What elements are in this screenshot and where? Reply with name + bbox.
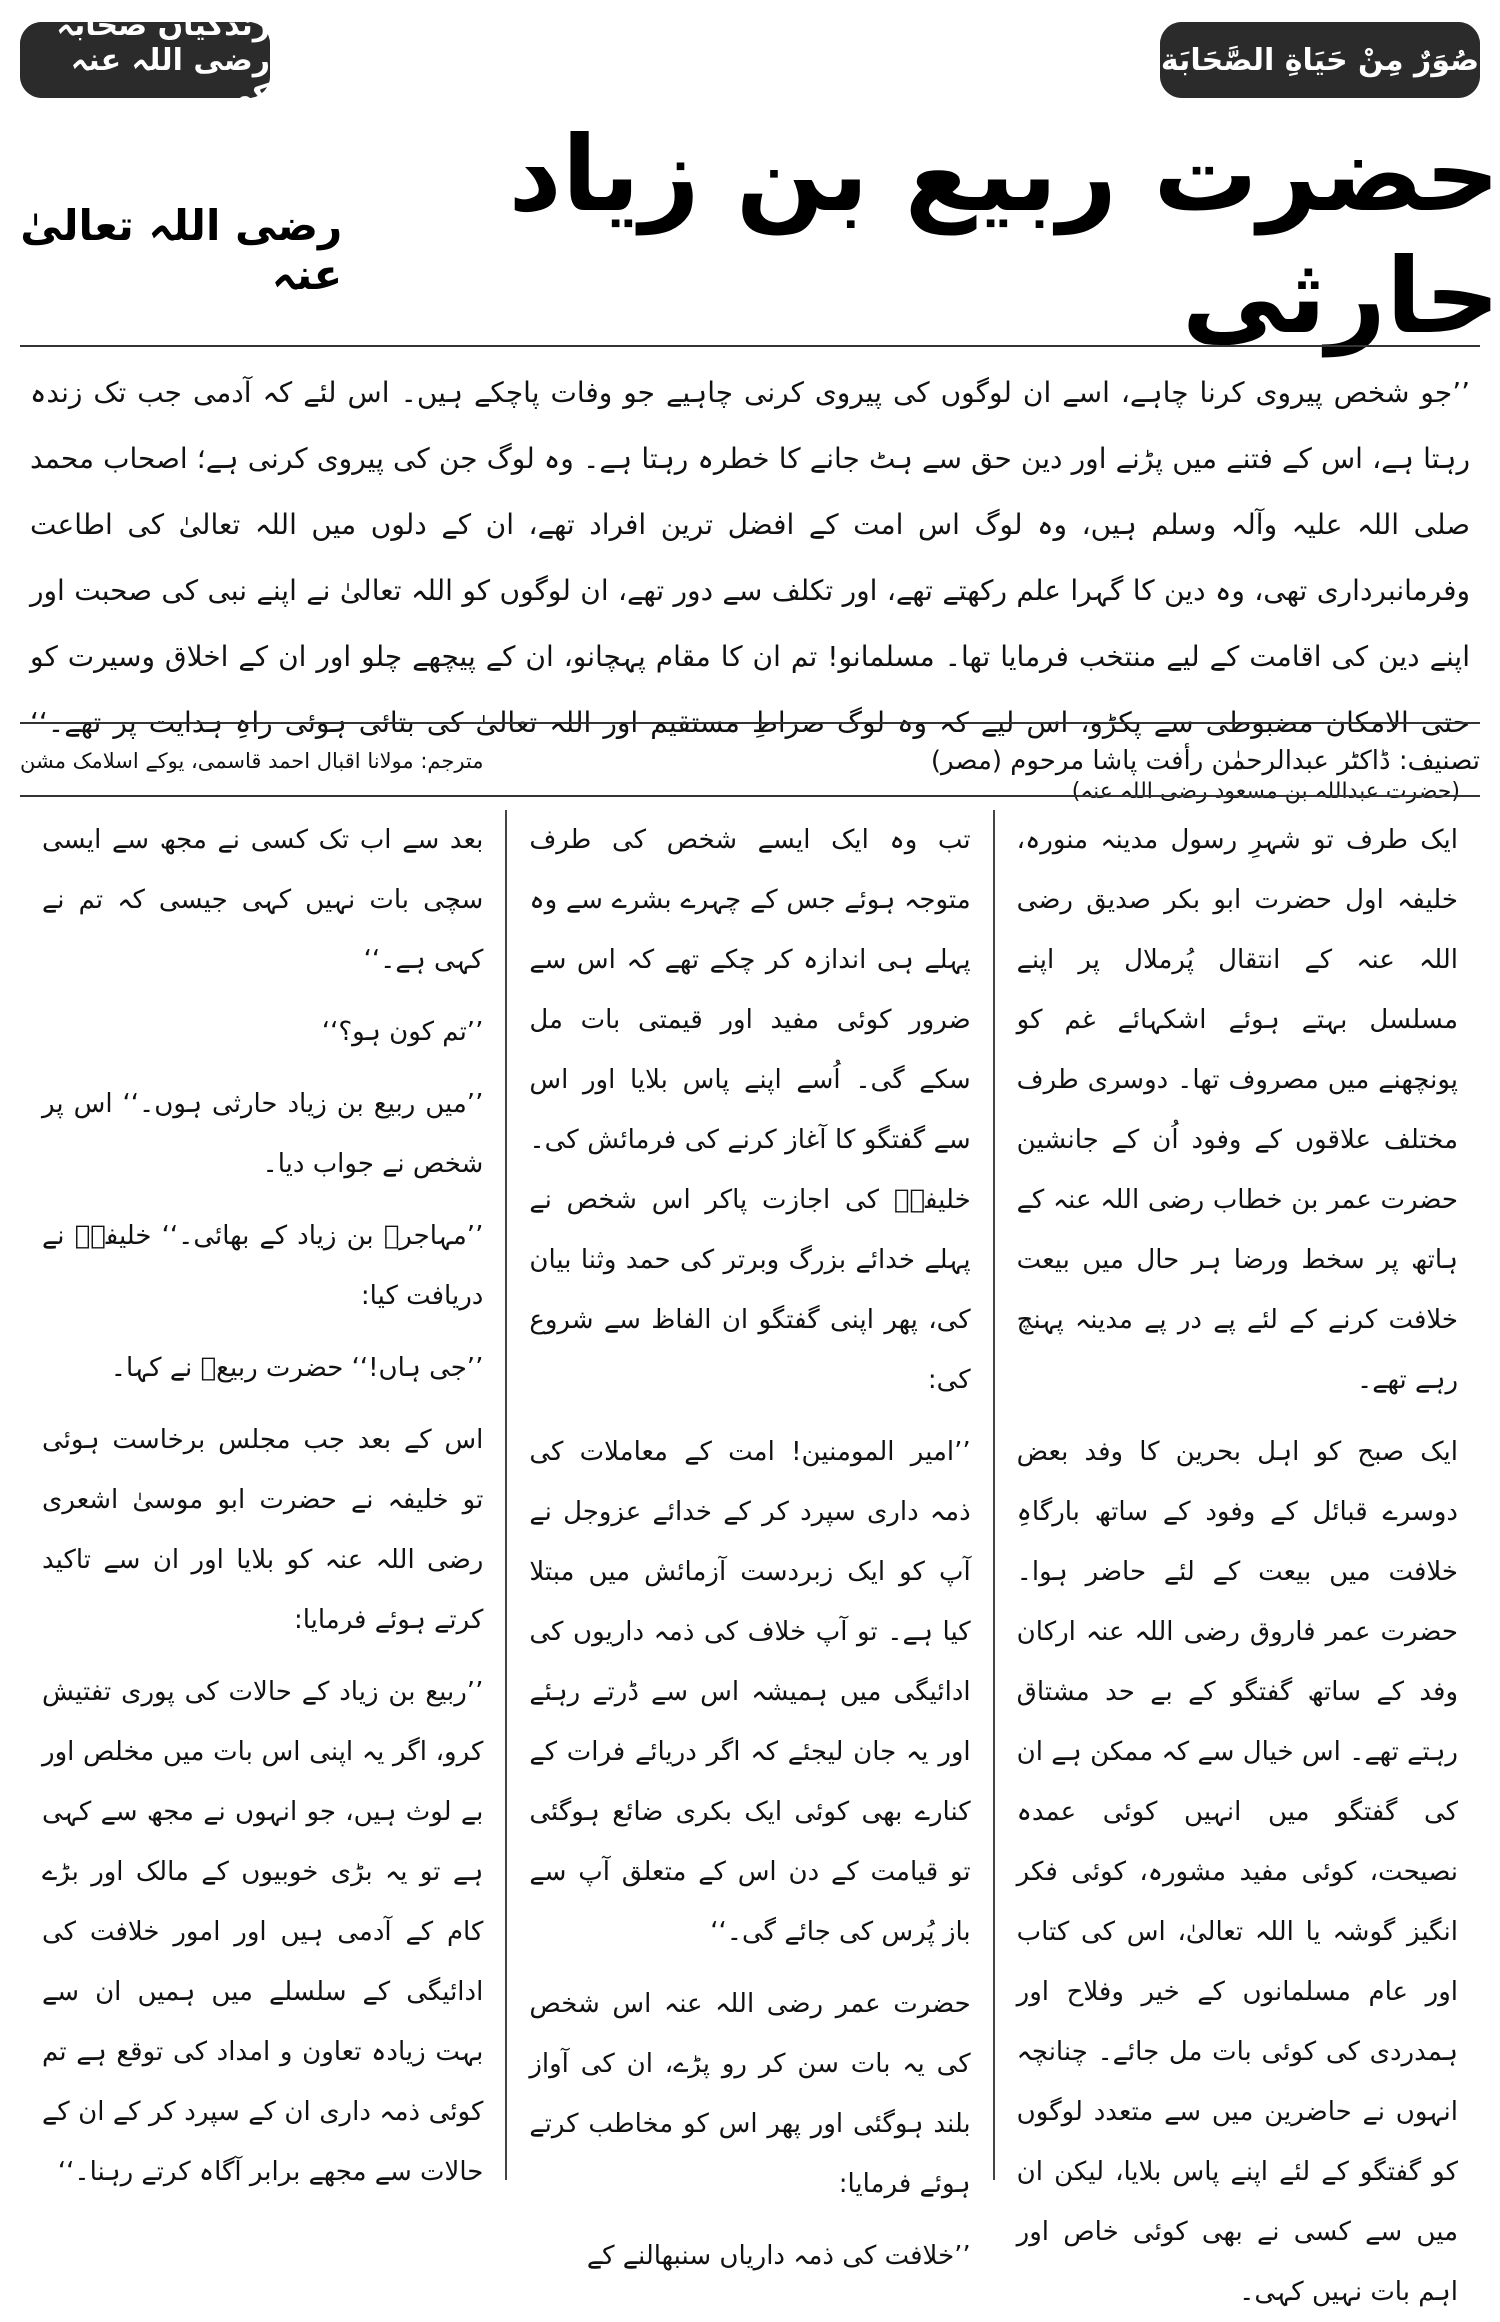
paragraph: ’’مہاجرؓ بن زیاد کے بھائی۔‘‘ خلیفہؓ نے دریافت کیا: <box>42 1221 484 1311</box>
column-middle <box>507 810 994 2271</box>
quote-text: ’’جو شخص پیروی کرنا چاہے، اسے ان لوگوں کی پیروی کرنی چاہیے جو وفات پاچکے ہیں۔ اس لئے کہ آدمی جب تک زندہ رہتا ہے، اس کے فتنے میں پڑنے اور دین حق سے ہٹ جانے کا خطرہ رہتا ہے۔ وہ لوگ جن کی پیروی کرنی ہے؛ اصحاب محمد صلی اللہ علیہ وآلہ وسلم ہیں، وہ لوگ اس امت کے افضل ترین افراد تھے، ان کے دلوں میں اللہ تعالیٰ کی اطاعت وفرمانبرداری تھی، وہ دین کا گہرا علم رکھتے تھے، اور تکلف سے دور تھے، ان لوگوں کو اللہ تعالیٰ نے اپنے نبی کی صحبت اور اپنے دین کی اقامت کے لیے منتخب فرمایا تھا۔ مسلمانو! تم ان کا مقام پہچانو، ان کے پیچھے چلو اور ان کے اخلاق وسیرت کو حتی الامکان مضبوطی سے پکڑو، اس لیے کہ وہ لوگ صراطِ مستقیم اور اللہ تعالیٰ کی بتائی ہوئی راہِ ہدایت پر تھے۔‘‘ <box>30 376 1470 739</box>
title-name: حضرت ربیع بن زیاد حارثی <box>508 113 1500 357</box>
series-badge-text: صُوَرٌ مِنْ حَيَاةِ الصَّحَابَة <box>1160 42 1480 78</box>
paragraph: اس کے بعد جب مجلس برخاست ہوئی تو خلیفہ نے حضرت ابو موسیٰ اشعری رضی اللہ عنہ کو بلایا اور ان سے تاکید کرتے ہوئے فرمایا: <box>42 1425 484 1635</box>
credits-line <box>20 736 1480 786</box>
paragraph: ایک صبح کو اہل بحرین کا وفد بعض دوسرے قبائل کے وفود کے ساتھ بارگاہِ خلافت میں بیعت کے لئے حاضر ہوا۔ حضرت عمر فاروق رضی اللہ عنہ ارکان وفد کے ساتھ گفتگو کے بے حد مشتاق رہتے تھے۔ اس خیال سے کہ ممکن ہے ان کی گفتگو میں انہیں کوئی عمدہ نصیحت، کوئی مفید مشورہ، کوئی فکر انگیز گوشہ یا اللہ تعالیٰ، اس کی کتاب اور عام مسلمانوں کے خیر وفلاح اور ہمدردی کی کوئی بات مل جائے۔ چنانچہ انہوں نے حاضرین میں سے متعدد لوگوں کو گفتگو کے لئے اپنے پاس بلایا، لیکن ان میں سے کسی نے بھی کوئی خاص اور اہم بات نہیں کہی۔ <box>1016 1437 1458 2307</box>
quote-citation: (حضرت عبداللہ بن مسعود رضی اللہ عنہ) <box>1071 779 1460 804</box>
divider-middle <box>20 722 1480 724</box>
column-right <box>995 810 1480 2307</box>
series-badge <box>1160 22 1480 98</box>
title-honorific: رضی اللہ تعالیٰ عنہ <box>20 201 343 299</box>
paragraph: تب وہ ایک ایسے شخص کی طرف متوجہ ہوئے جس کے چہرے بشرے سے وہ پہلے ہی اندازہ کر چکے تھے کہ اس سے ضرور کوئی مفید اور قیمتی بات مل سکے گی۔ اُسے اپنے پاس بلایا اور اس سے گفتگو کا آغاز کرنے کی فرمائش کی۔ خلیفہؓ کی اجازت پاکر اس شخص نے پہلے خدائے بزرگ وبرتر کی حمد وثنا بیان کی، پھر اپنی گفتگو ان الفاظ سے شروع کی: <box>529 825 971 1395</box>
divider-top <box>20 345 1480 347</box>
paragraph: ’’میں ربیع بن زیاد حارثی ہوں۔‘‘ اس پر شخص نے جواب دیا۔ <box>42 1089 484 1179</box>
paragraph: ایک طرف تو شہرِ رسول مدینہ منورہ، خلیفہ اول حضرت ابو بکر صدیق رضی اللہ عنہ کے انتقال پُرملال پر اپنے مسلسل بہتے ہوئے اشکہائے غم کو پونچھنے میں مصروف تھا۔ دوسری طرف مختلف علاقوں کے وفود اُن کے جانشین حضرت عمر بن خطاب رضی اللہ عنہ کے ہاتھ پر سخط ورضا ہر حال میں بیعت خلافت کرنے کے لئے پے در پے مدینہ پہنچ رہے تھے۔ <box>1016 825 1458 1395</box>
author-credit: تصنیف: ڈاکٹر عبدالرحمٰن رأفت پاشا مرحوم (مصر) <box>930 746 1480 776</box>
paragraph: بعد سے اب تک کسی نے مجھ سے ایسی سچی بات نہیں کہی جیسی کہ تم نے کہی ہے۔‘‘ <box>42 825 484 975</box>
series-badge-urdu-text: زندگیاں صحابہ رضی اللہ عنہ کی <box>56 7 270 113</box>
paragraph: ’’جی ہاں!‘‘ حضرت ربیعؓ نے کہا۔ <box>110 1353 484 1383</box>
paragraph: ’’تم کون ہو؟‘‘ <box>321 1017 484 1047</box>
article-title <box>0 113 1500 357</box>
column-left <box>20 810 507 2187</box>
paragraph: حضرت عمر رضی اللہ عنہ اس شخص کی یہ بات سن کر رو پڑے، ان کی آواز بلند ہوگئی اور پھر اس کو مخاطب کرتے ہوئے فرمایا: <box>529 1989 971 2199</box>
paragraph: ’’خلافت کی ذمہ داریاں سنبھالنے کے <box>586 2241 971 2271</box>
paragraph: ’’ربیع بن زیاد کے حالات کی پوری تفتیش کرو، اگر یہ اپنی اس بات میں مخلص اور بے لوث ہیں، جو انہوں نے مجھ سے کہی ہے تو یہ بڑی خوبیوں کے مالک اور بڑے کام کے آدمی ہیں اور امور خلافت کی ادائیگی کے سلسلے میں ہمیں ان سے بہت زیادہ تعاون و امداد کی توقع ہے تم کوئی ذمہ داری ان کے سپرد کر کے ان کے حالات سے مجھے برابر آگاہ کرتے رہنا۔‘‘ <box>42 1677 484 2187</box>
divider-bottom <box>20 795 1480 797</box>
series-badge-urdu <box>20 7 270 113</box>
translator-credit: مترجم: مولانا اقبال احمد قاسمی، یوکے اسلامک مشن <box>20 749 484 773</box>
article-body <box>20 810 1480 2307</box>
paragraph: ’’امیر المومنین! امت کے معاملات کی ذمہ داری سپرد کر کے خدائے عزوجل نے آپ کو ایک زبردست آزمائش میں مبتلا کیا ہے۔ تو آپ خلاف کی ذمہ داریوں کی ادائیگی میں ہمیشہ اس سے ڈرتے رہئے اور یہ جان لیجئے کہ اگر دریائے فرات کے کنارے بھی کوئی ایک بکری ضائع ہوگئی تو قیامت کے دن اس کے متعلق آپ سے باز پُرس کی جائے گی۔‘‘ <box>529 1437 971 1947</box>
